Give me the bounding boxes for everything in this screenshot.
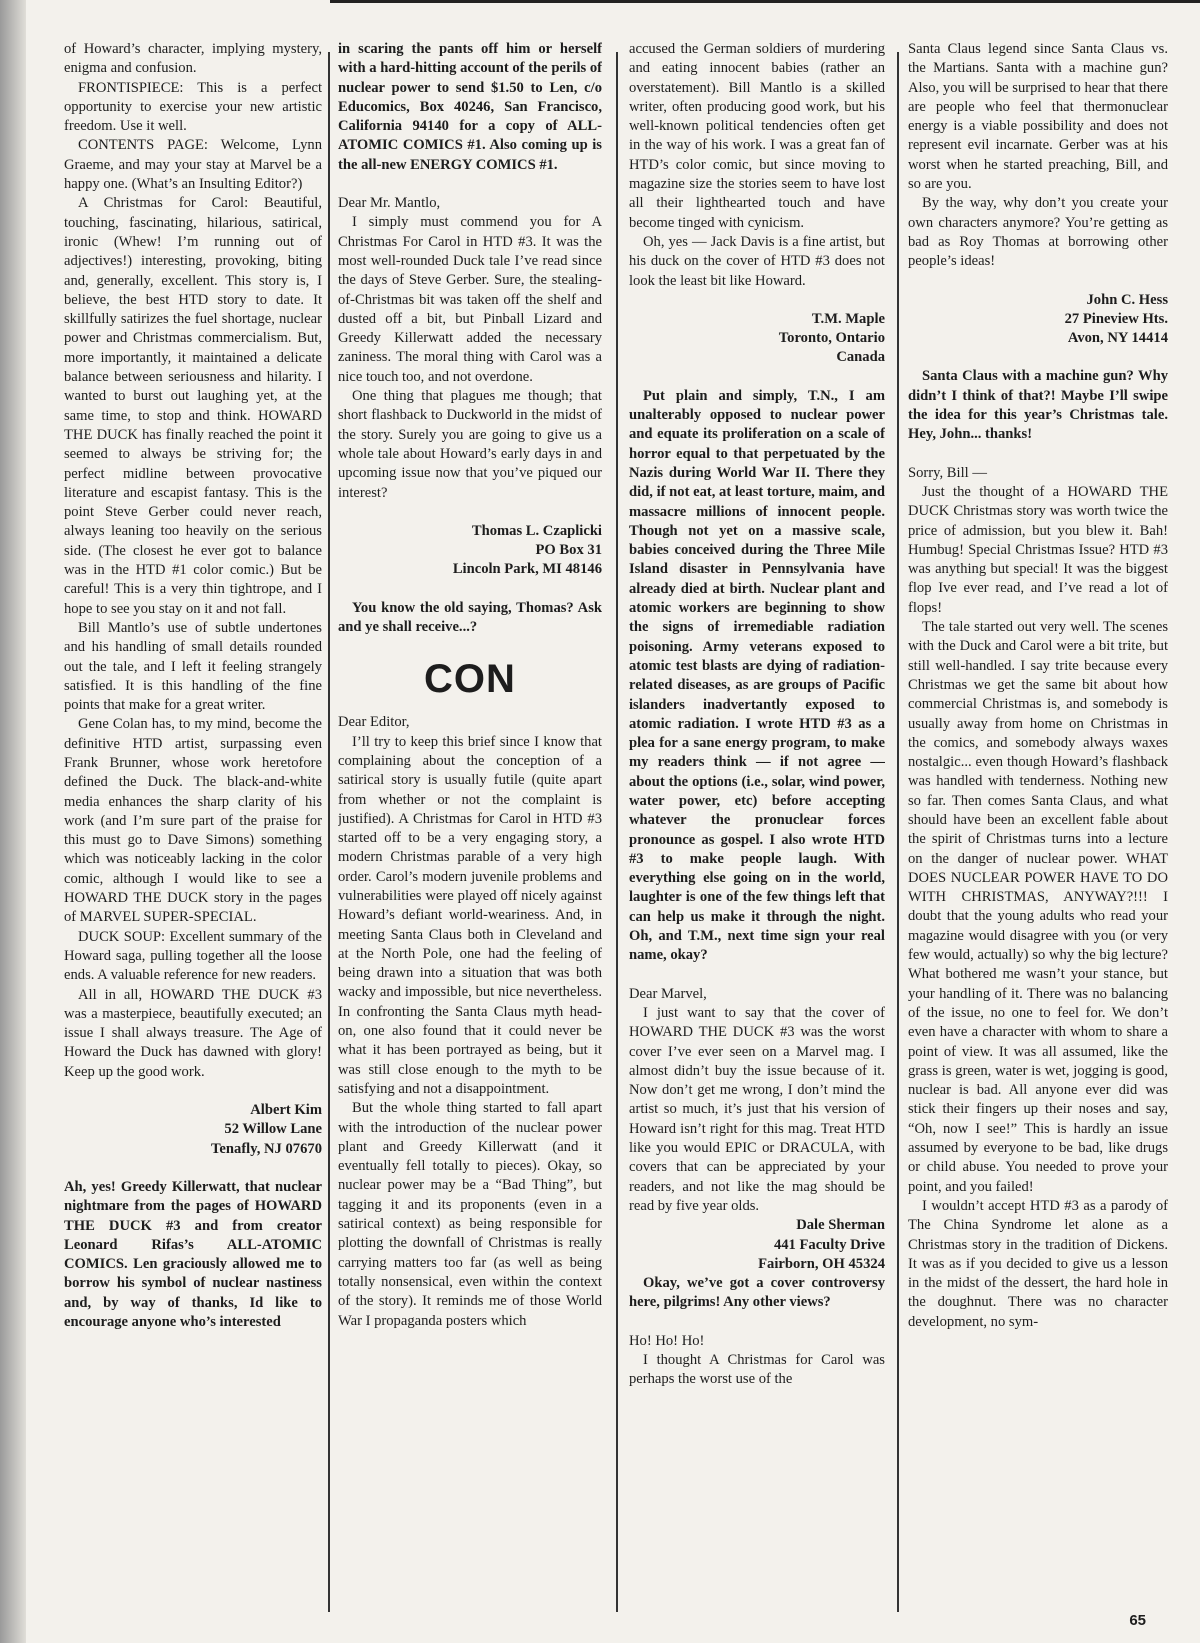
signature-name: Dale Sherman [796,1217,885,1234]
editor-reply: You know the old saying, Thomas? Ask and ye shall receive...? [338,599,602,636]
editor-reply: in scaring the pants off him or herself with a hard-hitting account of the perils of nuclear power to send $1.50 to Len, c/o Educomics, Box 40246, San Francisco, California 94140 for a copy of ALL-ATOMIC COMICS #1. Also coming up is the all-new ENERGY COMICS #1. [338,41,602,173]
editor-reply: Okay, we’ve got a cover controversy here, pilgrims! Any other views? [629,1275,885,1311]
signature-address: Canada [836,349,885,366]
paragraph: I simply must commend you for A Christmas For Carol in HTD #3. It was the most well-rounded Duck tale I’ve read since the days of Steve Gerber. Sure, the stealing-of-Christmas bit was taken off the shelf and dusted off a bit, but Pinball Lizard and Greedy Killerwatt added the necessary zaniness. The moral thing with Carol was a nice touch too, and not overdone. [338,214,602,385]
column-rule [897,52,899,1612]
salutation: Dear Editor, [338,714,410,731]
paragraph: of Howard’s character, implying mystery, enigma and confusion. [64,41,322,77]
signature-name: Albert Kim [250,1102,322,1119]
paragraph: Oh, yes — Jack Davis is a fine artist, but his duck on the cover of HTD #3 does not look the least bit like Howard. [629,233,885,289]
page-number: 65 [1129,1612,1146,1629]
column-rule [328,52,330,1612]
paragraph: But the whole thing started to fall apart with the introduction of the nuclear power plant and Greedy Killerwatt (and it eventually fell totally to pieces). Okay, so nuclear power may be a “Bad Thing”, but tagging it and its proponents (even in a satirical context) as being responsible for plotting the downfall of Christmas is really carrying matters too far (as well as being totally nonsensical, even within the context of the story). It reminds me of those World War I propaganda posters which [338,1100,602,1329]
paragraph: Bill Mantlo’s use of subtle undertones and his handling of small details rounded out the tale, and I left it feeling strangely satisfied. It is this handling of the fine points that make for a great writer. [64,619,322,714]
column-4 [908,40,1168,1610]
salutation: Dear Mr. Mantlo, [338,195,441,212]
top-rule [330,0,1200,3]
signature-address: Fairborn, OH 45324 [758,1255,885,1272]
signature-address: PO Box 31 [535,542,602,559]
paragraph: DUCK SOUP: Excellent summary of the Howard saga, pulling together all the loose ends. A valuable reference for new readers. [64,928,322,984]
paragraph: A Christmas for Carol: Beautiful, touching, fascinating, hilarious, satirical, ironic (Whew! I’m running out of adjectives!) interesting, provoking, biting and, generally, excellent. This story is, I believe, the best HTD story to date. It skillfully satirizes the fuel shortage, nuclear power and Christmas commercialism. But, more importantly, it maintained a delicate balance between seriousness and hilarity. I wanted to burst out laughing yet, at the same time, to stop and think. HOWARD THE DUCK has finally reached the point it seemed to always be striving for; the perfect midline between provocative literature and escapist fantasy. This is the point Steve Gerber could never reach, always leaning too heavily on the serious side. (The closest he ever got to balance was in the HTD #1 color comic.) But be careful! This is a very thin tightrope, and I hope to see you stay on it and not fall. [64,195,322,617]
paragraph: Gene Colan has, to my mind, become the definitive HTD artist, surpassing even Frank Brunner, whose work heretofore defined the Duck. The black-and-white media enhances the sharp clarity of his work (and I’m sure part of the praise for this must go to Dave Simons) something which was noticeably lacking in the color comic, although I would like to see a HOWARD THE DUCK story in the pages of MARVEL SUPER-SPECIAL. [64,716,322,926]
paragraph: I wouldn’t accept HTD #3 as a parody of The China Syndrome let alone as a Christmas story in the tradition of Dickens. It was as if you decided to give us a lesson in the midst of the dessert, the hard hole in the doughnut. There was no character development, no sym- [908,1197,1168,1330]
salutation: Sorry, Bill — [908,464,987,481]
section-heading: CON [424,657,516,702]
signature-address: 52 Willow Lane [224,1121,322,1138]
editor-reply: Ah, yes! Greedy Killerwatt, that nuclear nightmare from the pages of HOWARD THE DUCK #3 and from creator Leonard Rifas’s ALL-ATOMIC COMICS. Len graciously allowed me to borrow his symbol of nuclear nastiness and, by way of thanks, Id like to encourage anyone who’s interested [64,1178,322,1330]
paragraph: All in all, HOWARD THE DUCK #3 was a masterpiece, beautifully executed; an issue I shall always treasure. The Age of Howard the Duck has dawned with glory! Keep up the good work. [64,986,322,1080]
page-edge-shadow [0,0,26,1643]
signature-address: 441 Faculty Drive [773,1236,885,1253]
column-rule [616,52,618,1612]
signature-name: John C. Hess [1086,291,1168,308]
signature-address: 27 Pineview Hts. [1064,310,1168,327]
paragraph: I’ll try to keep this brief since I know that complaining about the conception of a satirical story is usually futile (quite apart from whether or not the complaint is justified). A Christmas for Carol in HTD #3 started off to be a very engaging story, a modern Christmas parable of a very high order. Carol’s modern juvenile problems and vulnerabilities were played off nicely against Howard’s defiant world-weariness. And, in meeting Santa Claus both in Cleveland and at the North Pole, one had the feeling of being drawn into a situation that was both wacky and impossible, but nice nevertheless. In confronting the Santa Claus myth head-on, one also found that it could never be what it has been portrayed as being, but it was still close enough to the myth to be satisfying and not a disappointment. [338,733,602,1097]
signature-name: T.M. Maple [811,310,885,327]
paragraph: CONTENTS PAGE: Welcome, Lynn Graeme, and may your stay at Marvel be a happy one. (What’s an Insulting Editor?) [64,137,322,193]
paragraph: By the way, why don’t you create your own characters anymore? You’re getting as bad as Roy Thomas at borrowing other people’s ideas! [908,195,1168,270]
signature-address: Lincoln Park, MI 48146 [452,561,602,578]
signature-address: Tenafly, NJ 07670 [211,1140,322,1157]
salutation: Ho! Ho! Ho! [629,1332,705,1349]
paragraph: FRONTISPIECE: This is a perfect opportunity to exercise your new artistic freedom. Use it well. [64,79,322,135]
paragraph: The tale started out very well. The scenes with the Duck and Carol were a bit trite, but still well-handled. I say trite because every Christmas we get the same bit about how commercial Christmas is, and somebody is usually away from home on Christmas in the comics, and somebody always waxes nostalgic... even though Howard’s flashback was handled with tenderness. Nothing new so far. Then comes Santa Claus, and what should have been an excellent fable about the spirit of Christmas turns into a lecture on the danger of nuclear power. WHAT DOES NUCLEAR POWER HAVE TO DO WITH CHRISTMAS, ANYWAY?!!! I doubt that the young adults who read your magazine would disagree with you (or very few would, actually) so why the big lecture? What bothered me wasn’t your stance, but your handling of it. There was no balancing of the issue, no one to feel for. We don’t even have a character with whom to share a point of view. It was all assumed, like the grass is green, water is wet, jogging is good, nuclear is bad. All anyone ever did was stick their fingers up their noses and say, “Oh, now I see!” This is hardly an issue assumed by everyone to be bad, like drugs or child abuse. You needed to prove your point, and you failed! [908,619,1168,1195]
paragraph: Santa Claus legend since Santa Claus vs. the Martians. Santa with a machine gun? Also, you will be surprised to hear that there are people who feel that thermonuclear energy is a viable possibility and does not represent evil incarnate. Gerber was at his worst when he started preaching, Bill, and so are you. [908,41,1168,193]
column-3 [629,40,885,1610]
signature-address: Toronto, Ontario [778,330,885,347]
paragraph: One thing that plagues me though; that short flashback to Duckworld in the midst of the story. Surely you are going to give us a whole tale about Howard’s early days in and upcoming issue now that you’ve piqued our interest? [338,388,602,501]
editor-reply: Put plain and simply, T.N., I am unalterably opposed to nuclear power and equate its proliferation on a scale of horror equal to that perpetuated by the Nazis during World War II. There they did, if not eat, at least torture, maim, and massacre millions of innocent people. Though not yet on a massive scale, babies conceived during the Three Mile Island disaster in Pennsylvania have already died at birth. Nuclear plant and atomic workers are beginning to show the signs of irremediable radiation poisoning. Army veterans exposed to atomic test blasts are dying of radiation-related diseases, as are groups of Pacific islanders inadvertantly exposed to atomic radiation. I wrote HTD #3 as a plea for a sane energy program, to make my readers think — if not agree — about the options (i.e., solar, wind power, water power, etc) before accepting whatever the pronuclear forces pronounce as gospel. I also wrote HTD #3 to make people laugh. With everything else going on in the world, laughter is one of the few things left that can help us make it through the night. Oh, and T.M., next time sign your real name, okay? [629,387,885,964]
signature-address: Avon, NY 14414 [1067,330,1168,347]
column-1 [64,40,322,1610]
column-2 [338,40,602,1610]
paragraph: I thought A Christmas for Carol was perhaps the worst use of the [629,1352,885,1388]
paragraph: I just want to say that the cover of HOWARD THE DUCK #3 was the worst cover I’ve ever seen on a Marvel mag. I almost didn’t buy the issue because of it. Now don’t get me wrong, I don’t mind the artist so much, it’s just that his version of Howard isn’t right for this mag. Treat HTD like you would EPIC or DRACULA, with covers that can be appreciated by your readers, and not like the mag should be read by five year olds. [629,1004,885,1214]
signature-name: Thomas L. Czaplicki [471,522,602,539]
salutation: Dear Marvel, [629,985,707,1002]
editor-reply: Santa Claus with a machine gun? Why didn’t I think of that?! Maybe I’ll swipe the idea for this year’s Christmas tale. Hey, John... thanks! [908,368,1168,443]
paragraph: Just the thought of a HOWARD THE DUCK Christmas story was worth twice the price of admission, but you blew it. Bah! Humbug! Special Christmas Issue? HTD #3 was anything but special! It was the biggest flop Ive ever read, and I’ve read a lot of flops! [908,483,1168,616]
paragraph: accused the German soldiers of murdering and eating innocent babies (rather an overstatement). Bill Mantlo is a skilled writer, often producing good work, but his well-known political tendencies often get in the way of his work. I was a great fan of HTD’s color comic, but since moving to magazine size the stories seem to have lost all their lighthearted touch and have become tinged with cynicism. [629,41,885,231]
